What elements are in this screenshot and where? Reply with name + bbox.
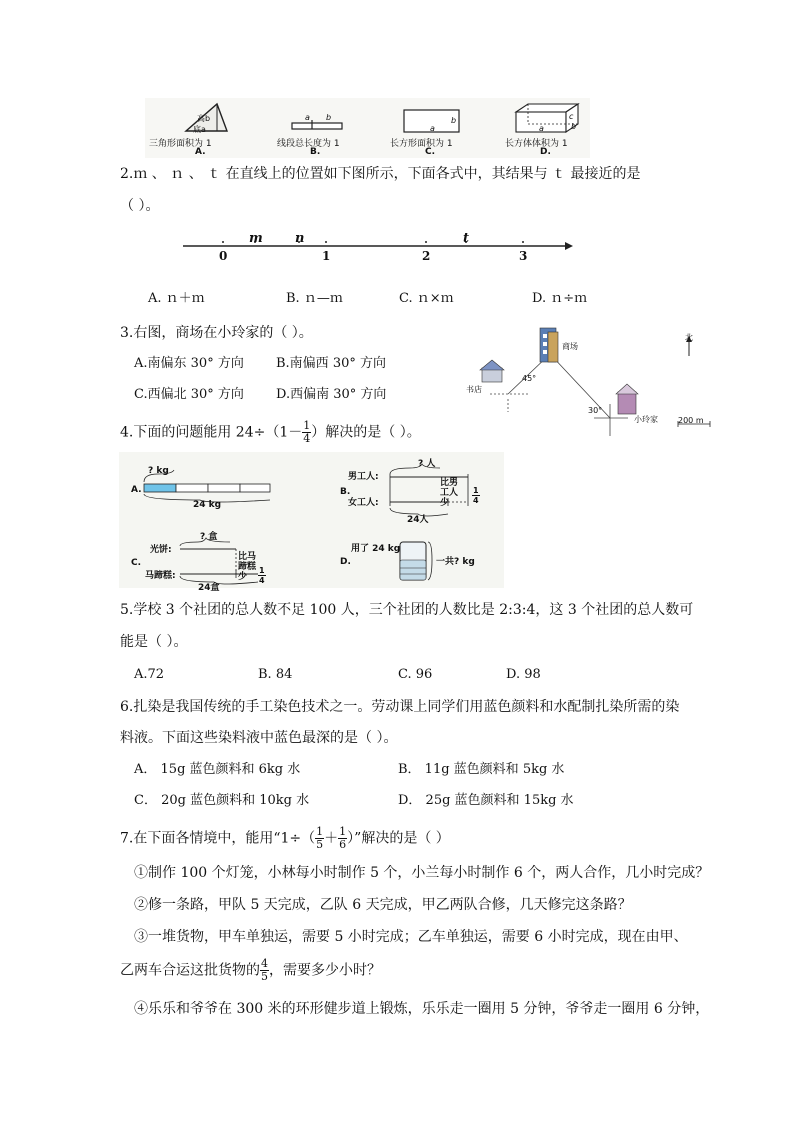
- q2-option-c[interactable]: C. ｎ×ｍ: [399, 291, 454, 306]
- q6-stem-line2: 料液。下面这些染料液中蓝色最深的是（ ）。: [120, 730, 398, 746]
- q2-label-n: n: [295, 231, 305, 246]
- q4-b-side-fraction: $\frac{1}{4}$: [473, 486, 479, 505]
- q5-stem-line1: 5.学校 3 个社团的总人数不足 100 人，三个社团的人数比是 2:3:4，这 3 个社团的总人数可: [120, 602, 694, 618]
- q5-option-d[interactable]: D. 98: [506, 667, 541, 682]
- q1-d-c-label: c: [569, 112, 574, 121]
- q3-map-home: 小玲家: [634, 415, 658, 424]
- q4-c-letter: C.: [131, 558, 142, 568]
- q1-a-caption: 三角形面积为 1: [149, 139, 212, 149]
- q7-stem: [120, 826, 450, 851]
- q3-map-angle1: 45°: [522, 374, 537, 383]
- q4-d-letter: D.: [340, 557, 351, 567]
- q7-item-3-line2: [120, 958, 381, 983]
- q1-c-letter: C.: [425, 147, 436, 157]
- q6-option-a[interactable]: A． 15g 蓝色颜料和 6kg 水: [134, 762, 301, 777]
- q1-a-letter: A.: [195, 147, 206, 157]
- q1-c-a-label: a: [430, 124, 435, 133]
- q1-d-letter: D.: [540, 147, 551, 157]
- q3-map-scale: 200 m: [678, 416, 704, 425]
- q4-d-left: 用了 24 kg: [351, 544, 401, 554]
- q4-c-top: ? 盒: [200, 532, 218, 542]
- q2-label-m: m: [249, 231, 263, 246]
- q7-item-1: ①制作 100 个灯笼，小林每小时制作 5 个，小兰每小时制作 6 个，两人合作，几小时完成？: [134, 865, 710, 881]
- q7-item-4: ④乐乐和爷爷在 300 米的环形健步道上锻炼，乐乐走一圈用 5 分钟，爷爷走一圈用 6 分钟，: [134, 1001, 710, 1017]
- q4-b-letter: B.: [340, 487, 351, 497]
- q3-stem: 3.右图，商场在小玲家的（ ）。: [120, 325, 313, 341]
- q4-stem: [120, 420, 421, 445]
- q7-stem-suffix: ）”解决的是（ ）: [347, 830, 450, 847]
- q2-stem-line1: 2.ｍ 、 ｎ 、 ｔ 在直线上的位置如下图所示，下面各式中，其结果与 ｔ 最接近的是: [120, 166, 641, 182]
- q7-fraction-2: $\frac{1}{6}$: [339, 825, 347, 851]
- q1-b-a-label: a: [305, 113, 310, 122]
- q2-tick-1: 1: [322, 249, 331, 263]
- q1-c-caption: 长方形面积为 1: [390, 139, 453, 149]
- q1-d-caption: 长方体体积为 1: [505, 139, 568, 149]
- q1-d-a-label: a: [539, 124, 544, 133]
- q7-plus: ＋: [324, 830, 339, 847]
- q6-stem-line1: 6.扎染是我国传统的手工染色技术之一。劳动课上同学们用蓝色颜料和水配制扎染所需的染: [120, 699, 680, 715]
- q3-map-north: 北: [685, 333, 693, 342]
- q3-map-mall: 商场: [562, 342, 578, 351]
- q1-b-letter: B.: [310, 147, 321, 157]
- q2-tick-0: 0: [219, 249, 228, 263]
- q5-option-b[interactable]: B. 84: [258, 667, 293, 682]
- q1-a-height-label: 高b: [197, 114, 211, 123]
- q4-b-top: ? 人: [418, 459, 436, 469]
- q2-number-line: [183, 232, 573, 268]
- q1-d-b-label: b: [571, 122, 577, 131]
- q1-option-b-segment: [288, 118, 348, 132]
- q4-a-letter: A.: [131, 485, 142, 495]
- q6-option-b[interactable]: B． 11g 蓝色颜料和 5kg 水: [398, 762, 565, 777]
- q3-option-a[interactable]: A.南偏东 30° 方向: [134, 356, 244, 371]
- q4-b-row1: 男工人:: [348, 472, 379, 482]
- q7-item-2: ②修一条路，甲队 5 天完成，乙队 6 天完成，甲乙两队合修，几天修完这条路？: [134, 897, 632, 913]
- q1-c-b-label: b: [451, 116, 457, 125]
- q5-option-a[interactable]: A.72: [134, 667, 165, 682]
- q7-item-3-prefix: 乙两车合运这批货物的: [120, 962, 260, 979]
- q2-tick-3: 3: [519, 249, 528, 263]
- q3-map: [460, 320, 710, 450]
- q4-option-d-jar: [398, 540, 432, 582]
- q1-a-base-label: 底a: [193, 125, 206, 134]
- q4-c-side: 比马蹄糕少: [238, 552, 257, 582]
- q7-fraction-1: $\frac{1}{5}$: [316, 825, 324, 851]
- q4-b-row2: 女工人:: [348, 498, 379, 508]
- q7-item-3-suffix: ，需要多少小时？: [269, 962, 381, 979]
- q4-d-right: 一共? kg: [436, 557, 475, 567]
- q2-option-b[interactable]: B. ｎ—ｍ: [286, 291, 343, 306]
- q6-option-d[interactable]: D． 25g 蓝色颜料和 15kg 水: [398, 793, 574, 808]
- q3-option-c[interactable]: C.西偏北 30° 方向: [134, 387, 244, 402]
- q1-option-a-triangle: [182, 100, 242, 134]
- q4-a-top: ? kg: [148, 466, 169, 476]
- q7-stem-prefix: 7.在下面各情境中，能用“1÷（: [120, 830, 316, 847]
- q4-stem-prefix: 4.下面的问题能用 24÷（1－: [120, 424, 303, 441]
- q4-b-bottom: 24人: [407, 515, 429, 525]
- q2-label-t: t: [463, 231, 470, 246]
- q5-option-c[interactable]: C. 96: [398, 667, 433, 682]
- q5-stem-line2: 能是（ ）。: [120, 634, 188, 650]
- q3-map-bookstore: 书店: [466, 385, 482, 394]
- q4-stem-fraction: $\frac{1}{4}$: [303, 419, 311, 445]
- q2-option-d[interactable]: D. ｎ÷ｍ: [532, 291, 588, 306]
- q3-option-b[interactable]: B.南偏西 30° 方向: [276, 356, 386, 371]
- q3-option-d[interactable]: D.西偏南 30° 方向: [276, 387, 387, 402]
- q2-tick-2: 2: [422, 249, 431, 263]
- q4-a-bottom: 24 kg: [193, 500, 222, 510]
- q7-item-3-line1: ③一堆货物，甲车单独运，需要 5 小时完成；乙车单独运，需要 6 小时完成，现在由甲、: [134, 929, 688, 945]
- q7-item-3-fraction: $\frac{4}{5}$: [261, 957, 268, 983]
- q4-stem-suffix: ）解决的是（ ）。: [311, 424, 421, 441]
- q4-c-side-fraction: $\frac{1}{4}$: [259, 566, 265, 585]
- q2-option-a[interactable]: A. ｎ＋ｍ: [148, 291, 205, 306]
- q6-option-c[interactable]: C． 20g 蓝色颜料和 10kg 水: [134, 793, 310, 808]
- q2-stem-line2: （ ）。: [120, 198, 160, 214]
- q1-b-b-label: b: [326, 113, 332, 122]
- q4-c-bottom: 24盒: [198, 583, 220, 593]
- q1-b-caption: 线段总长度为 1: [277, 139, 340, 149]
- q3-map-angle2: 30°: [588, 406, 603, 415]
- q4-c-row1: 光饼:: [150, 545, 172, 555]
- q4-b-side: 比男工人少: [440, 478, 459, 508]
- q4-c-row2: 马蹄糕:: [145, 571, 176, 581]
